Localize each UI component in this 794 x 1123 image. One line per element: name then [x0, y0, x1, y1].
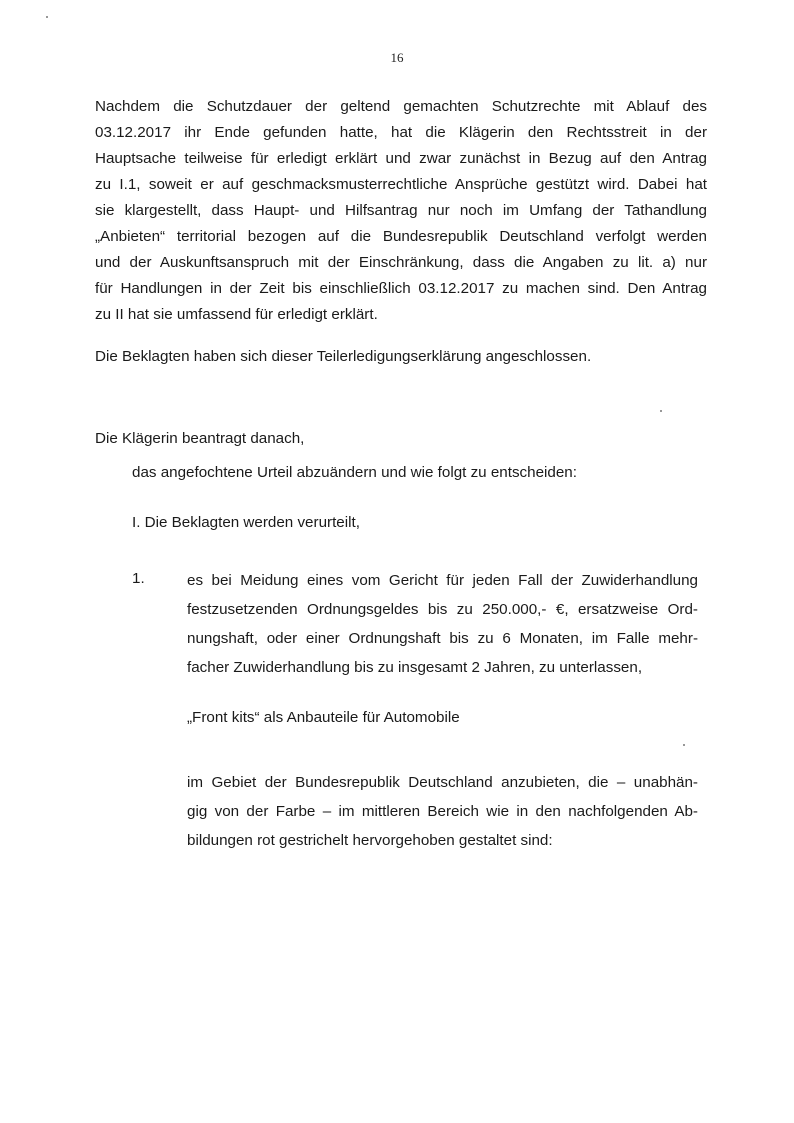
text-line: zu II hat sie umfassend für erledigt erklärt. [95, 306, 378, 323]
page-number: 16 [390, 50, 404, 65]
text-line: „Anbieten“ territorial bezogen auf die Bundesrepublik Deutschland verfolgt werden [95, 228, 707, 245]
paragraph-settlement [95, 94, 707, 328]
text-line: gig von der Farbe – im mittleren Bereich wie in den nachfolgenden Ab- [187, 803, 698, 820]
scan-speck [683, 744, 685, 746]
text-line: für Handlungen in der Zeit bis einschließlich 03.12.2017 zu machen sind. Den Antrag [95, 280, 707, 297]
text-line: facher Zuwiderhandlung bis zu insgesamt 2 Jahren, zu unterlassen, [187, 659, 643, 676]
text-line: es bei Meidung eines vom Gericht für jeden Fall der Zuwiderhandlung [187, 572, 698, 589]
paragraph-defendants-sentenced: I. Die Beklagten werden verurteilt, [132, 514, 360, 531]
text-line: 03.12.2017 ihr Ende gefunden hatte, hat die Klägerin den Rechtsstreit in der [95, 124, 707, 141]
paragraph-plaintiff-requests: Die Klägerin beantragt danach, [95, 430, 305, 447]
text-line: zu I.1, soweit er auf geschmacksmusterrechtliche Ansprüche gestützt wird. Dabei hat [95, 176, 707, 193]
paragraph-front-kits: „Front kits“ als Anbauteile für Automobile [187, 709, 460, 726]
paragraph-amend-judgment: das angefochtene Urteil abzuändern und wie folgt zu entscheiden: [132, 464, 577, 481]
list-item-number: 1. [132, 570, 145, 587]
paragraph-offer-territory [187, 768, 698, 855]
text-line: nungshaft, oder einer Ordnungshaft bis zu 6 Monaten, im Falle mehr- [187, 630, 698, 647]
text-line: festzusetzenden Ordnungsgeldes bis zu 250.000,- €, ersatzweise Ord- [187, 601, 698, 618]
text-line: Nachdem die Schutzdauer der geltend gemachten Schutzrechte mit Ablauf des [95, 98, 707, 115]
paragraph-defendants-joined: Die Beklagten haben sich dieser Teilerledigungserklärung angeschlossen. [95, 348, 592, 365]
text-line: Hauptsache teilweise für erledigt erklärt und zwar zunächst in Bezug auf den Antrag [95, 150, 707, 167]
scan-speck [660, 410, 662, 412]
text-line: bildungen rot gestrichelt hervorgehoben gestaltet sind: [187, 832, 553, 849]
text-line: sie klargestellt, dass Haupt- und Hilfsantrag nur noch im Umfang der Tathandlung [95, 202, 707, 219]
text-line: im Gebiet der Bundesrepublik Deutschland anzubieten, die – unabhän- [187, 774, 698, 791]
list-item-body [187, 566, 698, 682]
text-line: und der Auskunftsanspruch mit der Einschränkung, dass die Angaben zu lit. a) nur [95, 254, 707, 271]
scan-speck [46, 16, 48, 18]
